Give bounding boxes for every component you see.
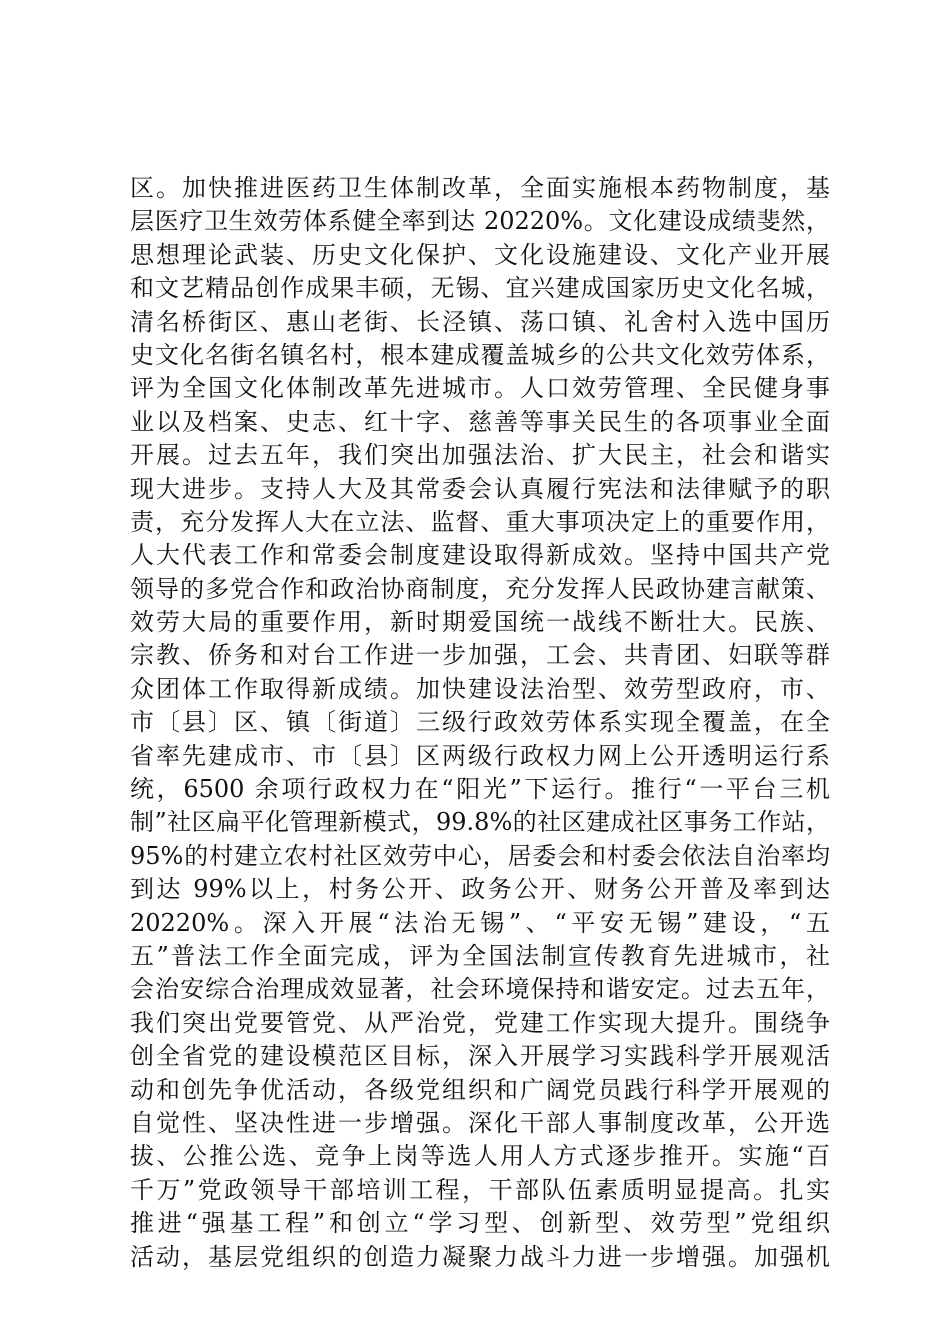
text-line: 清名桥街区、惠山老街、长泾镇、荡口镇、礼舍村入选中国历 xyxy=(130,307,830,336)
text-line: 层医疗卫生效劳体系健全率到达 20220%。文化建设成绩斐然， xyxy=(130,207,830,236)
text-line: 创全省党的建设模范区目标，深入开展学习实践科学开展观活 xyxy=(130,1042,830,1071)
text-line: 评为全国文化体制改革先进城市。人口效劳管理、全民健身事 xyxy=(130,374,830,403)
text-line: 开展。过去五年，我们突出加强法治、扩大民主，社会和谐实 xyxy=(130,441,830,470)
text-line: 20220%。深入开展“法治无锡”、“平安无锡”建设，“五 xyxy=(130,908,830,937)
text-line: 效劳大局的重要作用，新时期爱国统一战线不断壮大。民族、 xyxy=(130,608,830,637)
text-line: 责，充分发挥人大在立法、监督、重大事项决定上的重要作用， xyxy=(130,507,830,536)
text-line: 活动，基层党组织的创造力凝聚力战斗力进一步增强。加强机 xyxy=(130,1242,830,1271)
text-line: 省率先建成市、市〔县〕区两级行政权力网上公开透明运行系 xyxy=(130,741,830,770)
text-line: 史文化名街名镇名村，根本建成覆盖城乡的公共文化效劳体系， xyxy=(130,340,830,369)
text-line: 我们突出党要管党、从严治党，党建工作实现大提升。围绕争 xyxy=(130,1008,830,1037)
text-line: 市〔县〕区、镇〔街道〕三级行政效劳体系实现全覆盖，在全 xyxy=(130,708,830,737)
text-line: 统，6500 余项行政权力在“阳光”下运行。推行“一平台三机 xyxy=(130,775,830,804)
body-paragraph xyxy=(130,172,830,1274)
text-line: 自觉性、坚决性进一步增强。深化干部人事制度改革，公开选 xyxy=(130,1108,830,1137)
text-line: 动和创先争优活动，各级党组织和广阔党员践行科学开展观的 xyxy=(130,1075,830,1104)
text-line: 推进“强基工程”和创立“学习型、创新型、效劳型”党组织 xyxy=(130,1209,830,1238)
text-line: 拔、公推公选、竞争上岗等选人用人方式逐步推开。实施“百 xyxy=(130,1142,830,1171)
text-line: 千万”党政领导干部培训工程，干部队伍素质明显提高。扎实 xyxy=(130,1175,830,1204)
text-line: 众团体工作取得新成绩。加快建设法治型、效劳型政府，市、 xyxy=(130,674,830,703)
text-line: 业以及档案、史志、红十字、慈善等事关民生的各项事业全面 xyxy=(130,407,830,436)
text-line: 到达 99%以上，村务公开、政务公开、财务公开普及率到达 xyxy=(130,875,830,904)
text-line: 区。加快推进医药卫生体制改革，全面实施根本药物制度，基 xyxy=(130,174,830,202)
text-line: 现大进步。支持人大及其常委会认真履行宪法和法律赋予的职 xyxy=(130,474,830,503)
text-line: 思想理论武装、历史文化保护、文化设施建设、文化产业开展 xyxy=(130,240,830,269)
text-line: 会治安综合治理成效显著，社会环境保持和谐安定。过去五年， xyxy=(130,975,830,1004)
text-line: 人大代表工作和常委会制度建设取得新成效。坚持中国共产党 xyxy=(130,541,830,570)
text-line: 制”社区扁平化管理新模式，99.8%的社区建成社区事务工作站， xyxy=(130,808,830,837)
text-line: 95%的村建立农村社区效劳中心，居委会和村委会依法自治率均 xyxy=(130,841,830,870)
text-line: 和文艺精品创作成果丰硕，无锡、宜兴建成国家历史文化名城， xyxy=(130,274,830,303)
text-line: 宗教、侨务和对台工作进一步加强，工会、共青团、妇联等群 xyxy=(130,641,830,670)
text-line: 五”普法工作全面完成，评为全国法制宣传教育先进城市，社 xyxy=(130,941,830,970)
text-line: 领导的多党合作和政治协商制度，充分发挥人民政协建言献策、 xyxy=(130,574,830,603)
